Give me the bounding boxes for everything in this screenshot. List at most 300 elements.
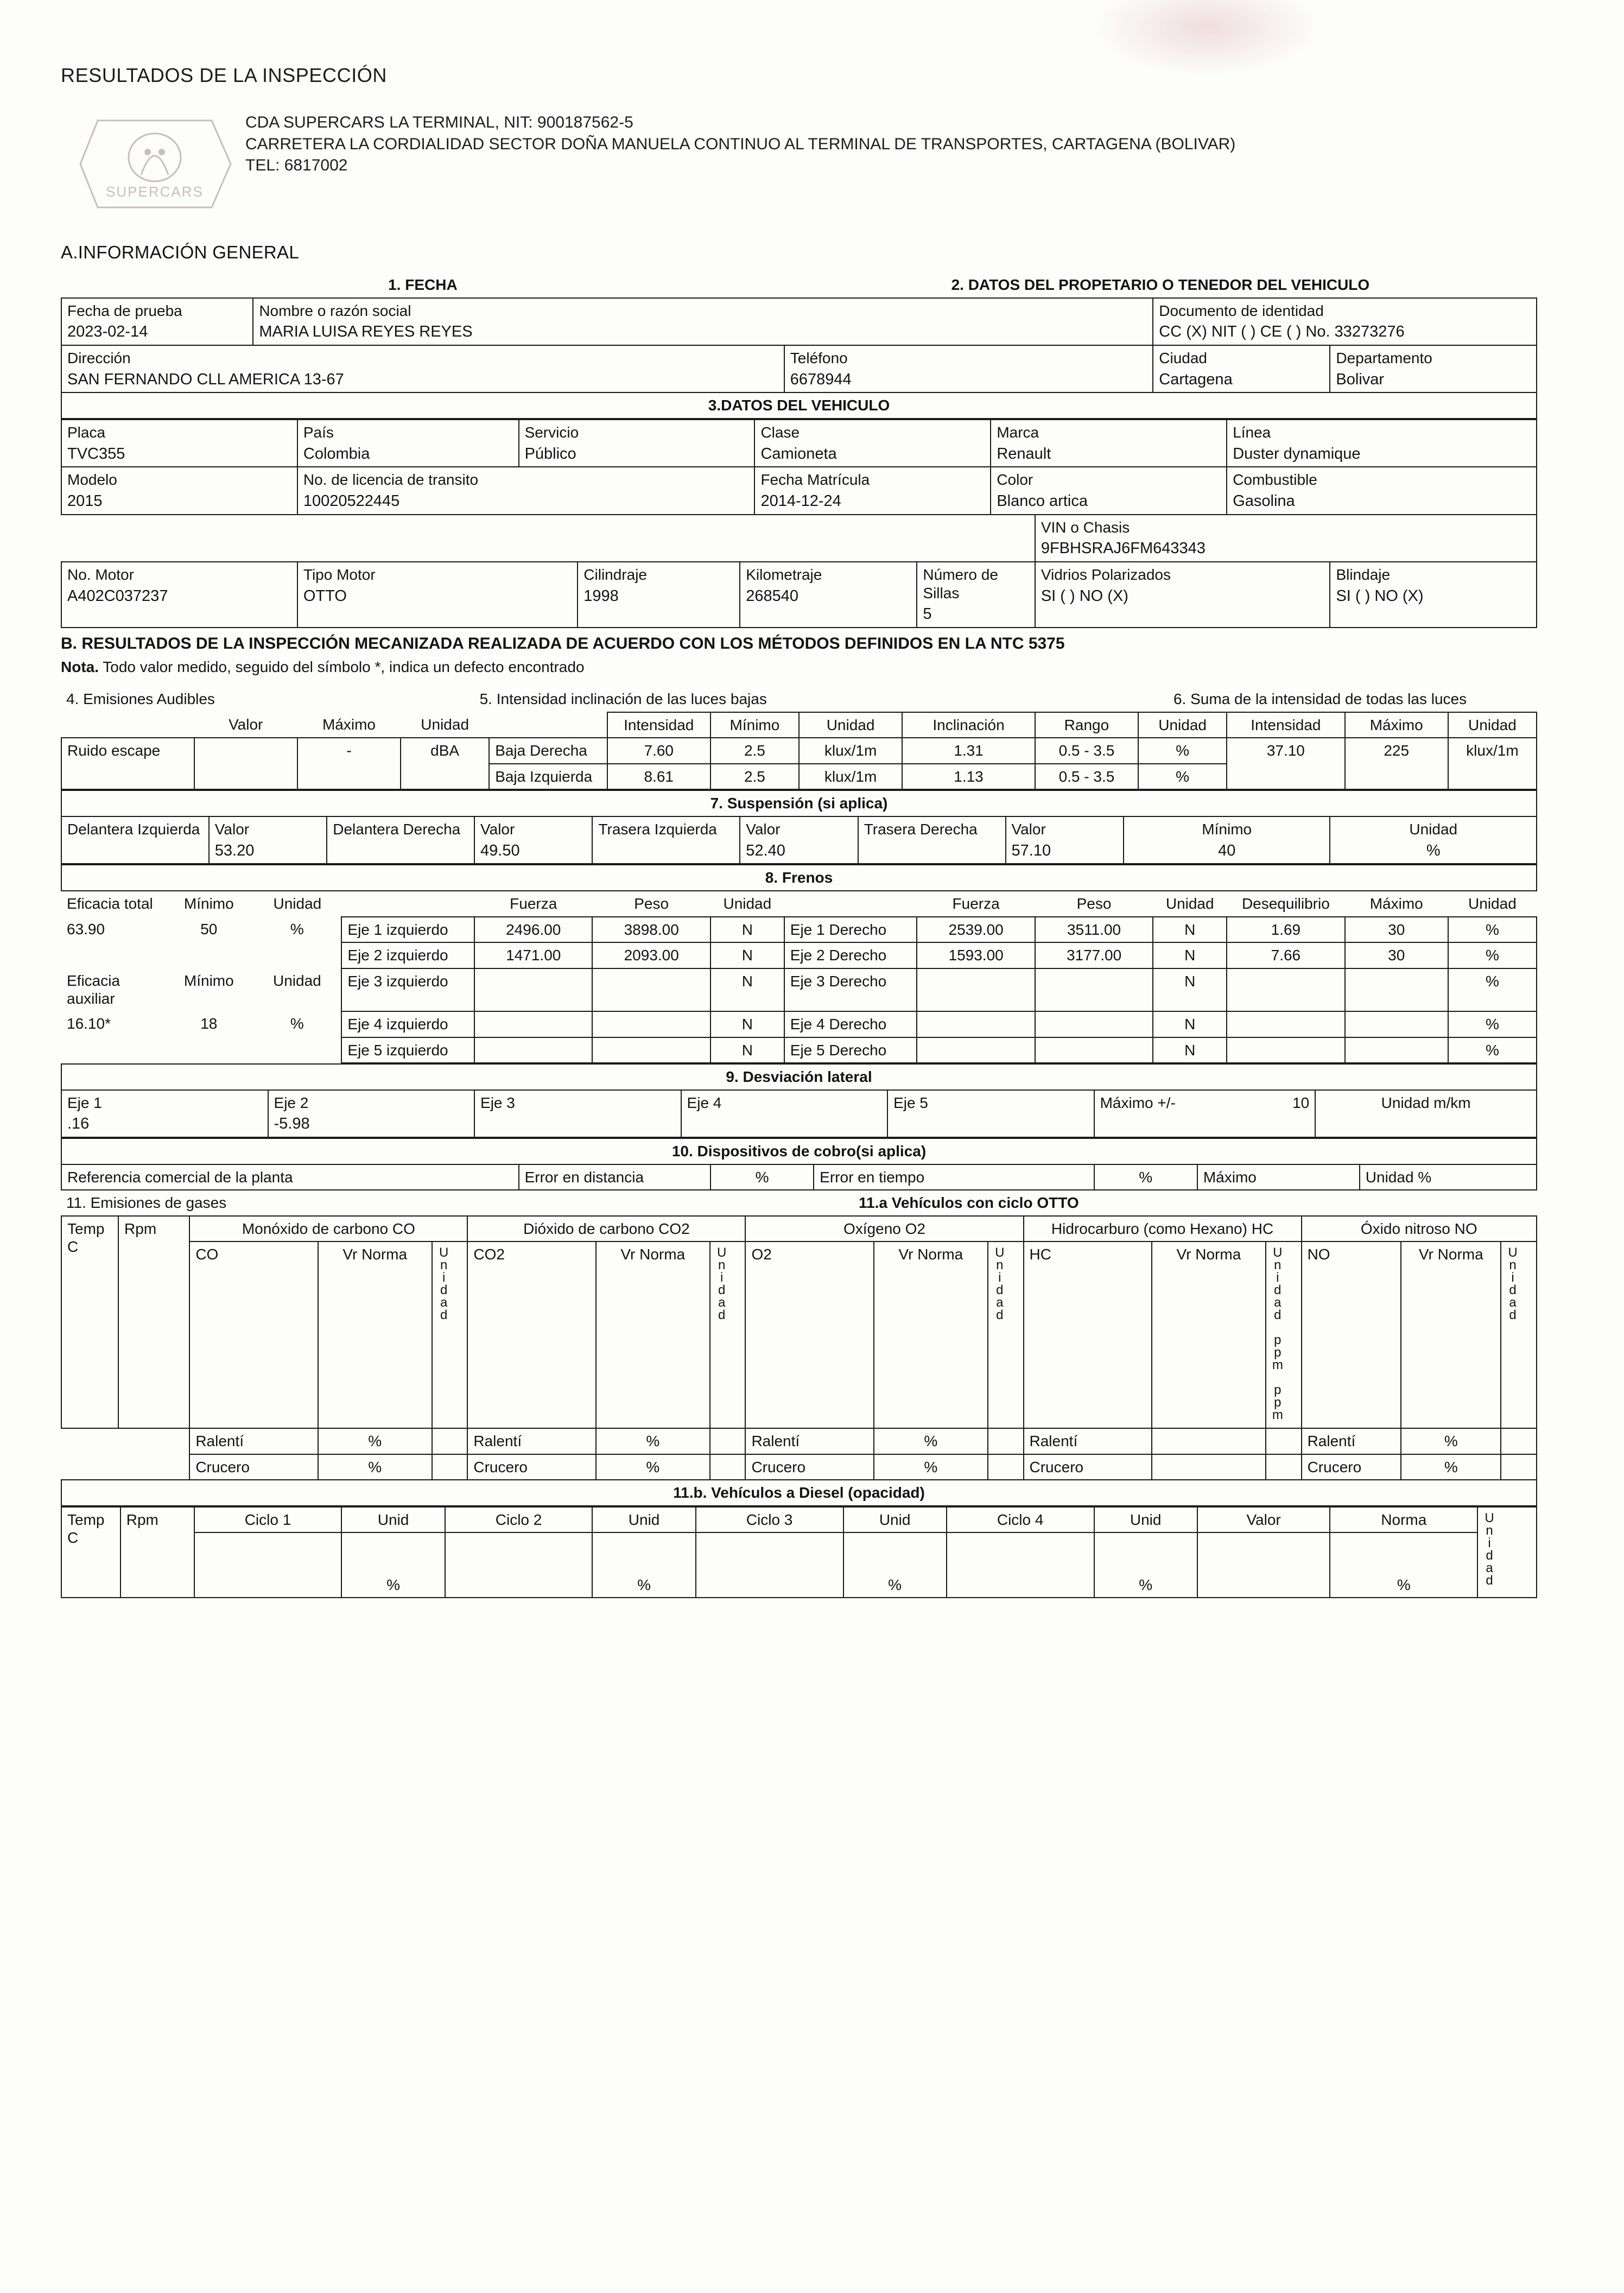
cell-fecha-matricula <box>754 467 991 514</box>
label-fecha-prueba: Fecha de prueba <box>67 302 182 319</box>
label-eje2-izq: Eje 2 izquierdo <box>341 942 474 968</box>
label-desv-eje2: Eje 2 <box>274 1094 309 1111</box>
value-nombre: MARIA LUISA REYES REYES <box>259 323 473 341</box>
cell-fecha-prueba <box>61 298 253 345</box>
col-ciclo4: Ciclo 4 <box>947 1507 1094 1533</box>
label-referencia-comercial: Referencia comercial de la planta <box>61 1164 519 1190</box>
cell-telefono <box>784 345 1153 392</box>
cell-kilometraje <box>740 562 917 628</box>
label-desv-eje3: Eje 3 <box>480 1094 515 1111</box>
value-fecha-matricula: 2014-12-24 <box>760 492 841 510</box>
value-placa: TVC355 <box>67 445 125 463</box>
table-row <box>61 1037 1537 1063</box>
label-fecha-matricula: Fecha Matrícula <box>760 471 870 489</box>
spacer-vin-mid2 <box>445 515 578 562</box>
col-ciclo3: Ciclo 3 <box>696 1507 843 1533</box>
table-row <box>61 917 1537 943</box>
value-eje4-des <box>1227 1011 1344 1037</box>
cell-tras-izq-valor <box>740 816 858 864</box>
title-gas-co2: Dióxido de carbono CO2 <box>467 1216 745 1242</box>
value-eficacia-total: 63.90 <box>67 920 105 938</box>
col-peso-der: Peso <box>1076 895 1112 912</box>
spacer-aux-3 <box>253 1037 341 1063</box>
value-eje2-f-izq: 1471.00 <box>474 942 592 968</box>
unidad-vert-o2-text: Unidad <box>992 1245 1007 1321</box>
spacer-luces <box>489 712 607 738</box>
label-vin: VIN o Chasis <box>1041 518 1130 536</box>
value-eje2-max: 30 <box>1345 942 1448 968</box>
label-eje2-der: Eje 2 Derecho <box>784 942 917 968</box>
unidad-vert-co2-text: Unidad <box>714 1245 729 1321</box>
value-eje1-p-izq: 3898.00 <box>592 917 710 943</box>
value-eje1-unidad: % <box>1448 917 1537 943</box>
value-eje5-des <box>1227 1037 1344 1063</box>
col-valor: Valor <box>229 715 263 733</box>
value-eje3-max <box>1345 968 1448 1011</box>
unidad-vert-diesel <box>1477 1507 1537 1598</box>
label-ralenti-no: Ralentí <box>1302 1428 1401 1454</box>
table-row <box>61 1241 1537 1428</box>
label-tipo-motor: Tipo Motor <box>303 566 376 584</box>
unidad-vert-diesel-text: Unidad <box>1482 1510 1497 1586</box>
value-eje1-f-izq: 2496.00 <box>474 917 592 943</box>
label-nombre: Nombre o razón social <box>259 302 411 319</box>
value-bi-unidad: klux/1m <box>799 764 902 790</box>
col-unidad: Unidad <box>421 715 470 733</box>
label-ef-total-unidad: Unidad <box>273 895 322 912</box>
spacer-frenos-right <box>784 891 917 917</box>
col-fuerza-izq: Fuerza <box>510 895 557 912</box>
title-gas-hc: Hidrocarburo (como Hexano) HC <box>1024 1216 1302 1242</box>
cell-clase <box>754 420 991 467</box>
cda-address <box>245 112 1537 176</box>
label-marca: Marca <box>997 423 1039 441</box>
abbr-co2: CO2 <box>467 1241 595 1428</box>
table-row <box>61 420 1537 467</box>
label-ef-aux-unidad: Unidad <box>273 972 321 989</box>
label-direccion: Dirección <box>67 349 131 366</box>
label-color: Color <box>997 471 1033 489</box>
unidad-vert-co2 <box>710 1241 746 1428</box>
unidad-crucero-co: % <box>318 1454 432 1480</box>
table-row <box>61 392 1537 419</box>
col-des-maximo: Máximo <box>1369 895 1423 912</box>
label-departamento: Departamento <box>1336 349 1432 366</box>
label-ef-aux-minimo: Mínimo <box>183 972 234 989</box>
value-eje3-u-izq: N <box>710 968 784 1011</box>
label-temp: Temp C <box>61 1216 118 1428</box>
table-datos-vehiculo <box>61 419 1537 515</box>
spacer-vin-mid4 <box>740 515 917 562</box>
value-bd-rango: 0.5 - 3.5 <box>1035 738 1138 764</box>
spacer-vin-left <box>61 515 297 562</box>
value-eje5-f-der <box>917 1037 1035 1063</box>
unidad-col-hc-c <box>1266 1454 1302 1480</box>
label-desv-eje5: Eje 5 <box>893 1094 928 1111</box>
col-ciclo2: Ciclo 2 <box>445 1507 593 1533</box>
value-ruido-valor <box>194 738 297 789</box>
value-eje4-p-der <box>1035 1011 1153 1037</box>
unidad-vert-hc <box>1266 1241 1302 1428</box>
value-marca: Renault <box>997 445 1051 463</box>
col-peso-izq: Peso <box>634 895 669 912</box>
value-suma-unidad: klux/1m <box>1448 738 1537 789</box>
cda-address-line: CARRETERA LA CORDIALIDAD SECTOR DOÑA MANUELA CONTINUO AL TERMINAL DE TRANSPORTES, CARTAGENA (BOLIVAR) <box>245 135 1236 153</box>
value-bi-intensidad: 8.61 <box>607 764 710 790</box>
cell-del-der-valor <box>474 816 592 864</box>
value-bd-unidad2: % <box>1138 738 1227 764</box>
cell-desv-eje2 <box>268 1090 475 1137</box>
unidad-crucero-o2: % <box>874 1454 988 1480</box>
table-row <box>61 1454 1537 1480</box>
value-ruido-unidad: dBA <box>401 738 489 789</box>
label-ralenti-hc: Ralentí <box>1024 1428 1152 1454</box>
label-desv-maximo: Máximo +/- <box>1100 1094 1176 1111</box>
cell-cilindraje <box>578 562 740 628</box>
col-desequilibrio: Desequilibrio <box>1241 895 1330 912</box>
value-eje4-u-der: N <box>1153 1011 1227 1037</box>
table-frenos <box>61 864 1537 1063</box>
unidad-error-tiempo: % <box>1094 1164 1197 1190</box>
label-ralenti-o2: Ralentí <box>745 1428 873 1454</box>
spacer-vin-mid5 <box>917 515 1035 562</box>
label-vidrios: Vidrios Polarizados <box>1041 566 1171 584</box>
col-unidad-der: Unidad <box>1165 895 1214 912</box>
band-desviacion: 9. Desviación lateral <box>61 1064 1537 1090</box>
cell-vin <box>1035 515 1537 562</box>
value-bd-inclinacion: 1.31 <box>902 738 1035 764</box>
cell-del-izq-valor <box>209 816 327 864</box>
unidad-col-o2-c <box>988 1454 1024 1480</box>
unidad-ralenti-co2: % <box>596 1428 710 1454</box>
value-clase: Camioneta <box>760 445 837 463</box>
header-block <box>61 112 1537 220</box>
unidad-col-no-r <box>1501 1428 1537 1454</box>
value-eje5-u-der: N <box>1153 1037 1227 1063</box>
cell-tipo-motor <box>297 562 578 628</box>
label-licencia: No. de licencia de transito <box>303 471 479 489</box>
unidad-col-o2-r <box>988 1428 1024 1454</box>
value-eje3-p-der <box>1035 968 1153 1011</box>
table-informacion-general <box>61 273 1537 419</box>
band-diesel: 11.b. Vehículos a Diesel (opacidad) <box>61 1480 1537 1506</box>
note-bold: Nota. <box>61 658 99 675</box>
value-eje1-u-izq: N <box>710 917 784 943</box>
col-minimo: Mínimo <box>710 712 799 738</box>
label-eje1-izq: Eje 1 izquierdo <box>341 917 474 943</box>
band-propietario: 2. DATOS DEL PROPETARIO O TENEDOR DEL VEHICULO <box>951 276 1370 293</box>
spacer-aux-1 <box>61 1037 164 1063</box>
row-label-baja-izquierda: Baja Izquierda <box>489 764 607 790</box>
value-eje5-unidad: % <box>1448 1037 1537 1063</box>
table-row <box>61 1480 1537 1506</box>
value-eje2-p-der: 3177.00 <box>1035 942 1153 968</box>
table-gases-diesel <box>61 1506 1537 1599</box>
value-tipo-motor: OTTO <box>303 587 347 605</box>
table-row <box>61 273 1537 298</box>
label-blindaje: Blindaje <box>1336 566 1391 584</box>
note-text: Todo valor medido, seguido del símbolo *, indica un defecto encontrado <box>103 658 585 675</box>
cell-placa <box>61 420 297 467</box>
label-valor-del-der: Valor <box>480 820 515 838</box>
unidad-vert-co-text: Unidad <box>436 1245 452 1321</box>
value-eje2-u-der: N <box>1153 942 1227 968</box>
label-tras-der: Trasera Derecha <box>858 816 1006 864</box>
table-row <box>61 738 1537 764</box>
cell-sillas <box>917 562 1035 628</box>
col-unidad-incl: Unidad <box>1138 712 1227 738</box>
title-gas-no: Óxido nitroso NO <box>1302 1216 1537 1242</box>
value-documento: CC (X) NIT ( ) CE ( ) No. 33273276 <box>1159 323 1405 341</box>
table-row <box>61 1216 1537 1242</box>
table-row <box>61 891 1537 917</box>
label-error-distancia: Error en distancia <box>519 1164 710 1190</box>
table-row <box>61 865 1537 891</box>
col-ciclo1: Ciclo 1 <box>194 1507 342 1533</box>
value-suma-maximo: 225 <box>1345 738 1448 789</box>
label-rpm-diesel: Rpm <box>120 1507 194 1598</box>
table-gases-otto <box>61 1215 1537 1506</box>
band-frenos: 8. Frenos <box>61 865 1537 891</box>
spacer-rpm-values <box>118 1428 189 1480</box>
unidad-ciclo4 <box>947 1532 1094 1598</box>
value-eje2-p-izq: 2093.00 <box>592 942 710 968</box>
vr-hc: Vr Norma <box>1152 1241 1266 1428</box>
label-valor-del-izq: Valor <box>214 820 250 838</box>
value-eje4-max <box>1345 1011 1448 1037</box>
title-luces: 5. Intensidad inclinación de las luces bajas <box>479 691 767 708</box>
label-del-izq: Delantera Izquierda <box>61 816 209 864</box>
value-bi-minimo: 2.5 <box>710 764 799 790</box>
col-suma-intensidad: Intensidad <box>1227 712 1344 738</box>
vr-o2: Vr Norma <box>874 1241 988 1428</box>
value-eje3-des <box>1227 968 1344 1011</box>
value-eje1-p-der: 3511.00 <box>1035 917 1153 943</box>
cell-desv-eje3 <box>474 1090 681 1137</box>
label-ef-total-minimo: Mínimo <box>183 895 234 912</box>
label-eje4-izq: Eje 4 izquierdo <box>341 1011 474 1037</box>
col-suma-unidad: Unidad <box>1448 712 1537 738</box>
label-eje5-der: Eje 5 Derecho <box>784 1037 917 1063</box>
cell-color <box>991 467 1227 514</box>
value-eje4-f-izq <box>474 1011 592 1037</box>
value-eje1-f-der: 2539.00 <box>917 917 1035 943</box>
value-ef-aux-minimo: 18 <box>200 1015 218 1032</box>
value-del-der: 49.50 <box>480 841 520 859</box>
vr-co: Vr Norma <box>318 1241 432 1428</box>
value-eje5-max <box>1345 1037 1448 1063</box>
label-tras-izq: Trasera Izquierda <box>592 816 740 864</box>
spacer-ruido-1 <box>61 712 194 738</box>
unidad-col-no-c <box>1501 1454 1537 1480</box>
label-kilometraje: Kilometraje <box>746 566 822 584</box>
label-crucero-no: Crucero <box>1302 1454 1401 1480</box>
label-desv-eje1: Eje 1 <box>67 1094 102 1111</box>
value-sillas: 5 <box>923 605 932 623</box>
row-label-ruido: Ruido escape <box>61 738 194 789</box>
label-modelo: Modelo <box>67 471 117 489</box>
value-desv-eje1: .16 <box>67 1115 90 1133</box>
table-desviacion <box>61 1063 1537 1138</box>
value-ruido-maximo: - <box>297 738 401 789</box>
table-row <box>61 1064 1537 1090</box>
label-clase: Clase <box>760 423 800 441</box>
unidad-ralenti-no: % <box>1401 1428 1501 1454</box>
cell-susp-unidad <box>1330 816 1537 864</box>
value-tras-izq: 52.40 <box>746 841 785 859</box>
label-servicio: Servicio <box>524 423 579 441</box>
value-modelo: 2015 <box>67 492 103 510</box>
cell-servicio <box>519 420 755 467</box>
page-title: RESULTADOS DE LA INSPECCIÓN <box>61 64 388 86</box>
table-row <box>61 345 1537 392</box>
abbr-hc: HC <box>1024 1241 1152 1428</box>
value-eje3-f-der <box>917 968 1035 1011</box>
table-datos-vehiculo-2 <box>61 515 1537 628</box>
unidad-pct-1: % <box>341 1532 445 1598</box>
label-temp-diesel: Temp C <box>61 1507 120 1598</box>
cell-licencia <box>297 467 755 514</box>
value-color: Blanco artica <box>997 492 1088 510</box>
section-b-note <box>61 657 1537 677</box>
unidad-pct-5: % <box>1330 1532 1477 1598</box>
value-eje2-unidad: % <box>1448 942 1537 968</box>
cell-modelo <box>61 467 297 514</box>
table-row <box>61 1090 1537 1137</box>
title-gas-co: Monóxido de carbono CO <box>189 1216 467 1242</box>
col-suma-maximo: Máximo <box>1345 712 1448 738</box>
unidad-pct-3: % <box>843 1532 947 1598</box>
label-cilindraje: Cilindraje <box>583 566 647 584</box>
value-eje1-u-der: N <box>1153 917 1227 943</box>
unidad-col-co2-c <box>710 1454 746 1480</box>
table-row <box>61 968 1537 1011</box>
unidad-vert-co <box>432 1241 468 1428</box>
cda-phone: TEL: 6817002 <box>245 156 348 175</box>
cell-desv-eje5 <box>887 1090 1094 1137</box>
value-desv-eje2: -5.98 <box>274 1115 310 1133</box>
unidad-ciclo1 <box>194 1532 342 1598</box>
value-susp-unidad: % <box>1426 841 1441 859</box>
table-row <box>61 1138 1537 1164</box>
unidad-ralenti-hc <box>1152 1428 1266 1454</box>
col-intensidad: Intensidad <box>607 712 710 738</box>
spacer-frenos-left <box>341 891 474 917</box>
label-susp-unidad: Unidad <box>1409 820 1458 838</box>
label-sillas: Número de Sillas <box>923 566 998 601</box>
value-vidrios: SI ( ) NO (X) <box>1041 587 1128 605</box>
value-desv-maximo: 10 <box>1292 1094 1310 1111</box>
value-susp-minimo: 40 <box>1218 841 1236 859</box>
label-valor-tras-der: Valor <box>1011 820 1046 838</box>
label-ralenti-co2: Ralentí <box>467 1428 595 1454</box>
vr-no: Vr Norma <box>1401 1241 1501 1428</box>
value-telefono: 6678944 <box>790 370 852 388</box>
label-eje4-der: Eje 4 Derecho <box>784 1011 917 1037</box>
table-headings-456 <box>61 687 1537 712</box>
label-crucero-co: Crucero <box>189 1454 318 1480</box>
label-no-motor: No. Motor <box>67 566 134 584</box>
unidad-pct-4: % <box>1094 1532 1197 1598</box>
band-suspension: 7. Suspensión (si aplica) <box>61 790 1537 816</box>
band-vehiculo: 3.DATOS DEL VEHICULO <box>61 392 1537 419</box>
value-blindaje: SI ( ) NO (X) <box>1336 587 1424 605</box>
table-row <box>61 790 1537 816</box>
unidad-col-co2-r <box>710 1428 746 1454</box>
col-rango: Rango <box>1035 712 1138 738</box>
svg-text:SUPERCARS: SUPERCARS <box>106 183 204 200</box>
cell-nombre <box>253 298 1153 345</box>
table-row <box>61 712 1537 738</box>
unidad-ralenti-o2: % <box>874 1428 988 1454</box>
label-documento: Documento de identidad <box>1159 302 1324 319</box>
label-crucero-hc: Crucero <box>1024 1454 1152 1480</box>
value-servicio: Público <box>524 445 576 463</box>
value-eje4-f-der <box>917 1011 1035 1037</box>
table-row <box>61 562 1537 628</box>
col-unid4: Unid <box>1094 1507 1197 1533</box>
col-fuerza-der: Fuerza <box>952 895 1000 912</box>
band-otto: 11.a Vehículos con ciclo OTTO <box>858 1194 1079 1212</box>
cell-blindaje <box>1330 562 1537 628</box>
band-cobro: 10. Dispositivos de cobro(si aplica) <box>61 1138 1537 1164</box>
value-eje2-u-izq: N <box>710 942 784 968</box>
spacer-aux-2 <box>164 1037 253 1063</box>
title-suma-luces: 6. Suma de la intensidad de todas las luces <box>1173 691 1467 708</box>
table-row <box>61 1428 1537 1454</box>
label-eficacia-auxiliar: Eficacia auxiliar <box>67 972 120 1008</box>
value-tras-der: 57.10 <box>1011 841 1051 859</box>
label-eje3-der: Eje 3 Derecho <box>784 968 917 1011</box>
value-licencia: 10020522445 <box>303 492 400 510</box>
spacer-temp-values <box>61 1428 118 1480</box>
value-bd-unidad: klux/1m <box>799 738 902 764</box>
value-bd-minimo: 2.5 <box>710 738 799 764</box>
title-emisiones-audibles: 4. Emisiones Audibles <box>66 691 215 708</box>
unidad-crucero-hc <box>1152 1454 1266 1480</box>
value-pais: Colombia <box>303 445 370 463</box>
value-eje4-unidad: % <box>1448 1011 1537 1037</box>
vr-co2: Vr Norma <box>596 1241 710 1428</box>
cell-pais <box>297 420 519 467</box>
unidad-pct-2: % <box>592 1532 695 1598</box>
table-row <box>61 816 1537 864</box>
spacer-vin-mid3 <box>578 515 740 562</box>
unidad-col-co-c <box>432 1454 468 1480</box>
value-eficacia-auxiliar: 16.10* <box>67 1015 111 1032</box>
col-valor-diesel: Valor <box>1197 1507 1330 1533</box>
cell-linea <box>1227 420 1537 467</box>
unidad-error-distancia: % <box>710 1164 814 1190</box>
document-content <box>61 64 1537 1598</box>
table-row <box>61 1011 1537 1037</box>
unidad-col-co-r <box>432 1428 468 1454</box>
section-a-title: A.INFORMACIÓN GENERAL <box>61 242 300 262</box>
label-eficacia-total: Eficacia total <box>67 895 153 912</box>
value-no-motor: A402C037237 <box>67 587 168 605</box>
cell-marca <box>991 420 1227 467</box>
value-ef-total-unidad: % <box>290 920 304 938</box>
abbr-co: CO <box>189 1241 318 1428</box>
unidad-vert-no <box>1501 1241 1537 1428</box>
unidad-crucero-no: % <box>1401 1454 1501 1480</box>
col-unid2: Unid <box>592 1507 695 1533</box>
value-eje4-p-izq <box>592 1011 710 1037</box>
value-suma-intensidad: 37.10 <box>1227 738 1344 789</box>
value-vin: 9FBHSRAJ6FM643343 <box>1041 540 1206 558</box>
value-ef-aux-unidad: % <box>290 1015 304 1032</box>
value-eje1-max: 30 <box>1345 917 1448 943</box>
